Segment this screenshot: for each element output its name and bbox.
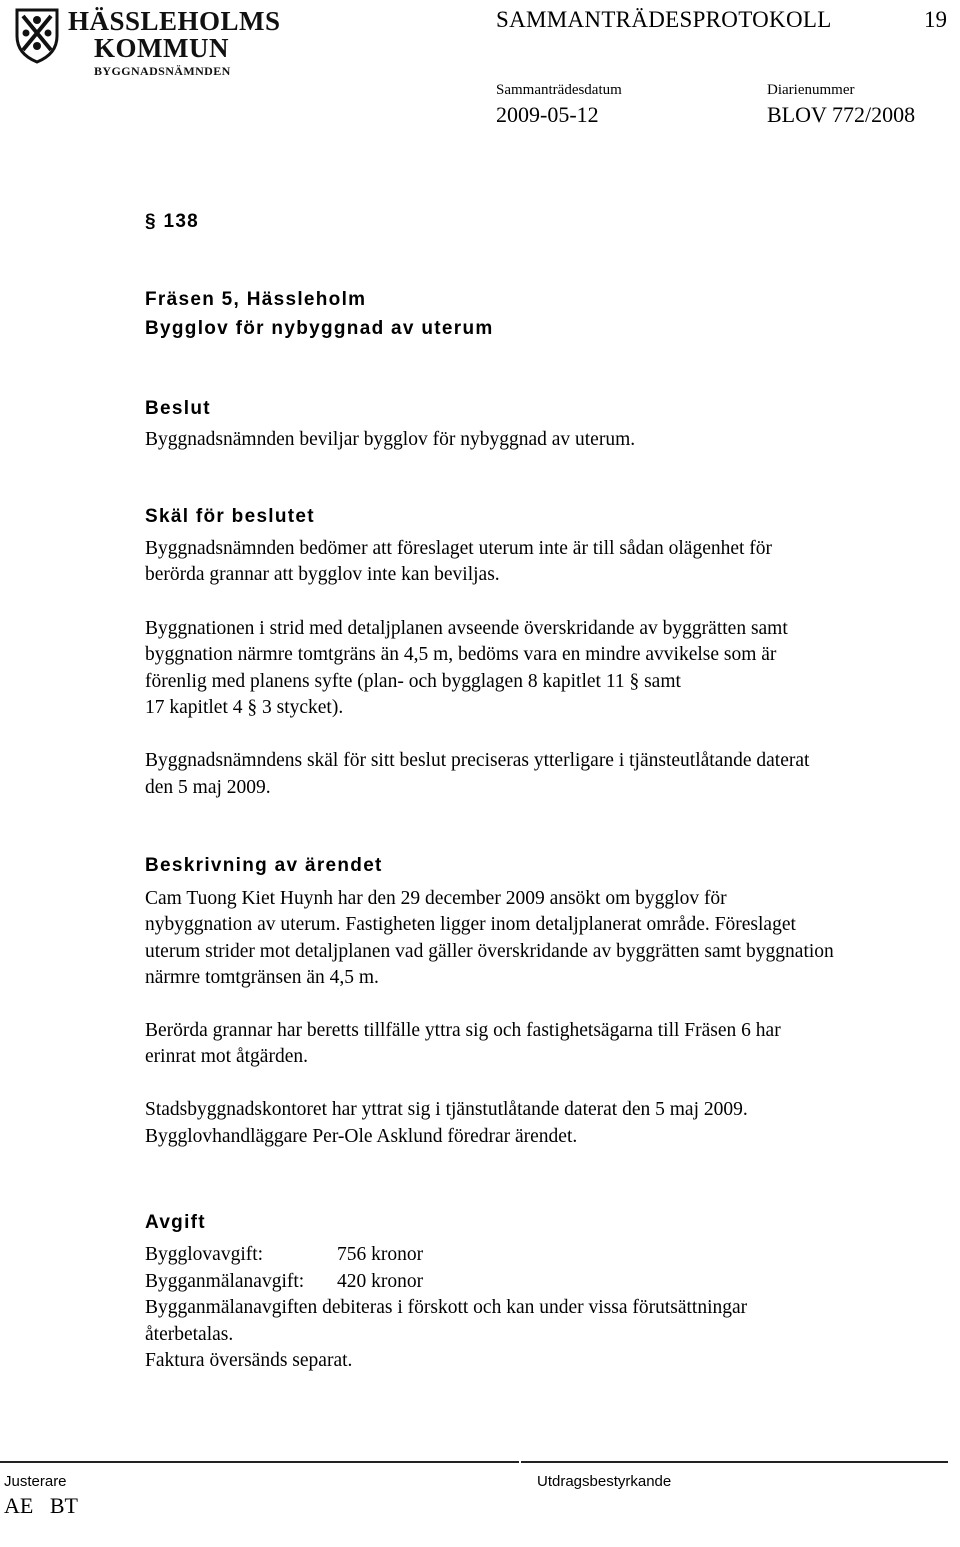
section-number: § 138 [145,211,200,232]
avgift-note-line-2: återbetalas. [145,1324,234,1345]
org-line-3: BYGGNADSNÄMNDEN [94,64,231,78]
section-title-line-1: Fräsen 5, Hässleholm [145,289,367,310]
beskrivning-p1-line-4: närmre tomtgränsen än 4,5 m. [145,967,379,988]
skal-p2-line-2: byggnation närmre tomtgräns än 4,5 m, bedöms vara en mindre avvikelse som är [145,644,777,665]
footer-rule-left [0,1461,519,1463]
fee-row-bygglov [145,1242,423,1269]
meeting-date-label: Sammanträdesdatum [496,82,622,98]
beskrivning-p1-line-1: Cam Tuong Kiet Huynh har den 29 december 2009 ansökt om bygglov för [145,888,727,909]
fee-value: 756 kronor [337,1244,424,1265]
beslut-heading: Beslut [145,398,211,419]
skal-p3-line-1: Byggnadsnämndens skäl för sitt beslut preciseras ytterligare i tjänsteutlåtande daterat [145,750,810,771]
beskrivning-p1-line-3: uterum strider mot detaljplanen vad gäller överskridande av byggrätten samt byggnation [145,941,834,962]
footer-rule-right [521,1461,948,1463]
org-line-2: KOMMUN [94,33,229,63]
skal-p3-line-2: den 5 maj 2009. [145,777,271,798]
organization-name [68,8,281,78]
skal-p2-line-1: Byggnationen i strid med detaljplanen avseende överskridande av byggrätten samt [145,618,788,639]
skal-p2-line-4: 17 kapitlet 4 § 3 stycket). [145,697,344,718]
document-title: SAMMANTRÄDESPROTOKOLL [496,7,832,32]
section-title-line-2: Bygglov för nybyggnad av uterum [145,318,494,339]
justerare-label: Justerare [4,1473,67,1490]
beskrivning-p1-line-2: nybyggnation av uterum. Fastigheten ligger inom detaljplanerat område. Föreslaget [145,914,796,935]
fee-value: 420 kronor [337,1271,424,1292]
org-line-1: HÄSSLEHOLMS [68,6,281,36]
meeting-date-value: 2009-05-12 [496,102,599,127]
fee-label: Bygganmälanavgift: [145,1271,305,1292]
skal-p1-line-2: berörda grannar att bygglov inte kan beviljas. [145,564,500,585]
reference-label: Diarienummer [767,82,855,98]
skal-heading: Skäl för beslutet [145,506,315,527]
avgift-note-line-3: Faktura översänds separat. [145,1350,353,1371]
beskrivning-p2-line-2: erinrat mot åtgärden. [145,1046,308,1067]
beslut-text: Byggnadsnämnden beviljar bygglov för nybyggnad av uterum. [145,429,636,450]
fee-label: Bygglovavgift: [145,1244,264,1265]
skal-p2-line-3: förenlig med planens syfte (plan- och bygglagen 8 kapitlet 11 § samt [145,671,681,692]
beskrivning-heading: Beskrivning av ärendet [145,855,383,876]
skal-p1-line-1: Byggnadsnämnden bedömer att föreslaget uterum inte är till sådan olägenhet för [145,538,773,559]
beskrivning-p2-line-1: Berörda grannar har beretts tillfälle yttra sig och fastighetsägarna till Fräsen 6 har [145,1020,781,1041]
utdragsbestyrkande-label: Utdragsbestyrkande [537,1473,672,1490]
justerare-initials: AE BT [4,1493,78,1518]
beskrivning-p3-line-2: Bygglovhandläggare Per-Ole Asklund föredrar ärendet. [145,1126,578,1147]
avgift-note-line-1: Bygganmälanavgiften debiteras i förskott och kan under vissa förutsättningar [145,1297,748,1318]
fee-row-bygganmalan [145,1269,423,1296]
beskrivning-p3-line-1: Stadsbyggnadskontoret har yttrat sig i tjänstutlåtande daterat den 5 maj 2009. [145,1099,748,1120]
reference-value: BLOV 772/2008 [767,102,916,127]
page-number: 19 [924,7,947,32]
coat-of-arms-icon [14,6,60,64]
avgift-heading: Avgift [145,1212,206,1233]
